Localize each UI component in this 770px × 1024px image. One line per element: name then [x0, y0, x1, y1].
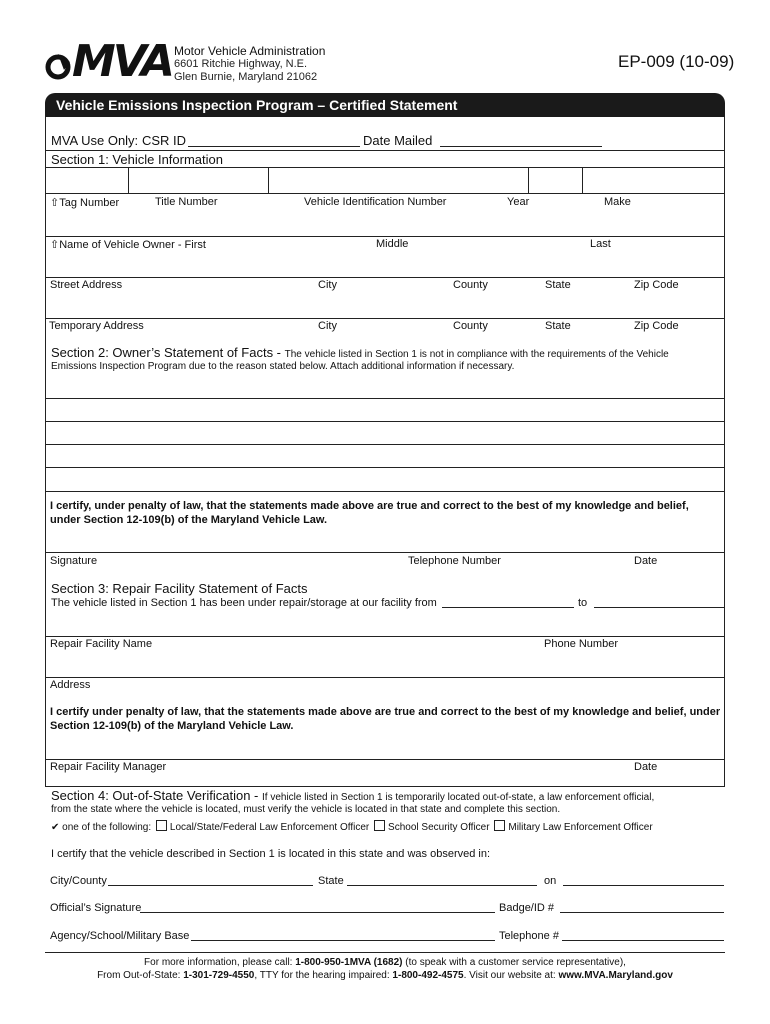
state-label: State [545, 279, 571, 291]
officials-signature-label: Official’s Signature [50, 902, 142, 914]
city-label: City [318, 279, 337, 291]
section3-certify-line2: Section 12-109(b) of the Maryland Vehicle Law. [50, 720, 294, 732]
badge-id-label: Badge/ID # [499, 902, 555, 914]
vin-label: Vehicle Identification Number [304, 196, 447, 208]
mva-use-label: MVA Use Only: [51, 133, 139, 148]
form-title: Vehicle Emissions Inspection Program – Certified Statement [56, 97, 458, 113]
oos-state-label: State [318, 875, 344, 887]
statement-of-facts-lines[interactable] [46, 399, 724, 490]
agency-address-line2: Glen Burnie, Maryland 21062 [174, 71, 318, 83]
csr-id-label: CSR ID [142, 133, 187, 148]
observed-on-label: on [544, 875, 557, 887]
footer-line2 [0, 970, 770, 981]
temp-city-label: City [318, 320, 337, 332]
section4-desc-line2: from the state where the vehicle is located, must verify the vehicle is located in that state and complete this section. [51, 804, 561, 815]
option-school-security-checkbox[interactable] [374, 820, 385, 831]
owner-first-label: ⇧Name of Vehicle Owner - First [50, 239, 206, 251]
footer-line1-prefix: For more information, please call: [144, 957, 296, 968]
footer-website-link[interactable]: www.MVA.Maryland.gov [558, 970, 673, 981]
repair-manager-label: Repair Facility Manager [50, 761, 167, 773]
section2-header [51, 346, 723, 362]
section2-desc-line1: The vehicle listed in Section 1 is not in compliance with the requirements of the Vehicle [284, 349, 669, 360]
city-county-field[interactable] [108, 885, 313, 886]
owner-middle-label: Middle [376, 238, 409, 250]
option-school-security-label: School Security Officer [388, 822, 490, 833]
section3-certify-line1: I certify under penalty of law, that the statements made above are true and correct to the best of my knowledge and belief, under [50, 706, 721, 718]
footer-line1-suffix: (to speak with a customer service representative), [402, 957, 626, 968]
footer-web-prefix: . Visit our website at: [463, 970, 559, 981]
repair-to-date-field[interactable] [594, 607, 724, 608]
city-county-label: City/County [50, 875, 107, 887]
repair-from-date-field[interactable] [442, 607, 574, 608]
footer-oos-phone: 1-301-729-4550 [183, 970, 255, 981]
section3-to-label: to [578, 597, 588, 609]
csr-id-field[interactable] [188, 146, 360, 147]
temp-state-label: State [545, 320, 571, 332]
section4-desc-line1: If vehicle listed in Section 1 is temporarily located out-of-state, a law enforcement official, [262, 792, 655, 803]
officer-telephone-label: Telephone # [499, 930, 559, 942]
repair-date-label: Date [634, 761, 658, 773]
form-title-banner [45, 93, 725, 117]
temp-zip-label: Zip Code [634, 320, 679, 332]
section2-desc-line2: Emissions Inspection Program due to the reason stated below. Attach additional information if necessary. [51, 361, 515, 372]
repair-phone-label: Phone Number [544, 638, 618, 650]
section3-desc: The vehicle listed in Section 1 has been under repair/storage at our facility from [51, 597, 437, 609]
county-label: County [453, 279, 488, 291]
form-number: EP-009 (10-09) [618, 52, 735, 71]
section4-certify: I certify that the vehicle described in Section 1 is located in this state and was observed in: [51, 848, 491, 860]
owner-date-label: Date [634, 555, 658, 567]
mva-logo-text: MVA [72, 36, 172, 87]
option-military-label: Military Law Enforcement Officer [508, 822, 653, 833]
date-mailed-label: Date Mailed [363, 133, 433, 148]
tag-number-label: ⇧Tag Number [50, 197, 120, 209]
footer-tty-phone: 1-800-492-4575 [392, 970, 464, 981]
footer-line1 [0, 957, 770, 968]
temp-county-label: County [453, 320, 488, 332]
officer-telephone-field[interactable] [562, 940, 724, 941]
street-address-label: Street Address [50, 279, 123, 291]
agency-address-line1: 6601 Ritchie Highway, N.E. [174, 58, 308, 70]
option-law-enforcement-label: Local/State/Federal Law Enforcement Officer [169, 822, 370, 833]
section4-title: Section 4: Out-of-State Verification - [51, 788, 262, 803]
owner-telephone-label: Telephone Number [408, 555, 501, 567]
officer-type-options [51, 820, 653, 833]
year-label: Year [507, 196, 530, 208]
observed-on-field[interactable] [563, 885, 724, 886]
section2-certify-line1: I certify, under penalty of law, that the statements made above are true and correct to the best of my knowledge and belief, [50, 500, 689, 512]
section3-title: Section 3: Repair Facility Statement of Facts [51, 581, 308, 596]
vin-input[interactable] [269, 168, 528, 193]
section4-header [51, 789, 723, 805]
make-label: Make [604, 196, 631, 208]
title-number-input[interactable] [129, 168, 268, 193]
section2-title: Section 2: Owner’s Statement of Facts - [51, 345, 285, 360]
tag-number-input[interactable] [46, 168, 128, 193]
badge-id-field[interactable] [560, 912, 724, 913]
date-mailed-field[interactable] [440, 146, 602, 147]
agency-label: Agency/School/Military Base [50, 930, 190, 942]
mva-logo-swoosh-icon [44, 50, 74, 80]
repair-facility-name-label: Repair Facility Name [50, 638, 153, 650]
year-input[interactable] [529, 168, 582, 193]
check-one-prefix: ✔ one of the following: [51, 822, 152, 833]
title-number-label: Title Number [155, 196, 218, 208]
footer-line2-prefix: From Out-of-State: [97, 970, 184, 981]
agency-name: Motor Vehicle Administration [174, 44, 326, 58]
temporary-address-label: Temporary Address [49, 320, 144, 332]
option-military-checkbox[interactable] [494, 820, 505, 831]
make-input[interactable] [583, 168, 724, 193]
repair-address-label: Address [50, 679, 91, 691]
section1-title: Section 1: Vehicle Information [51, 152, 223, 167]
owner-last-label: Last [590, 238, 611, 250]
zip-label: Zip Code [634, 279, 679, 291]
officials-signature-field[interactable] [140, 912, 495, 913]
agency-field[interactable] [191, 940, 495, 941]
section2-certify-line2: under Section 12-109(b) of the Maryland Vehicle Law. [50, 514, 328, 526]
owner-signature-label: Signature [50, 555, 98, 567]
oos-state-field[interactable] [347, 885, 537, 886]
footer-phone: 1-800-950-1MVA (1682) [295, 957, 403, 968]
option-law-enforcement-checkbox[interactable] [156, 820, 167, 831]
footer-line2-mid: , TTY for the hearing impaired: [254, 970, 393, 981]
